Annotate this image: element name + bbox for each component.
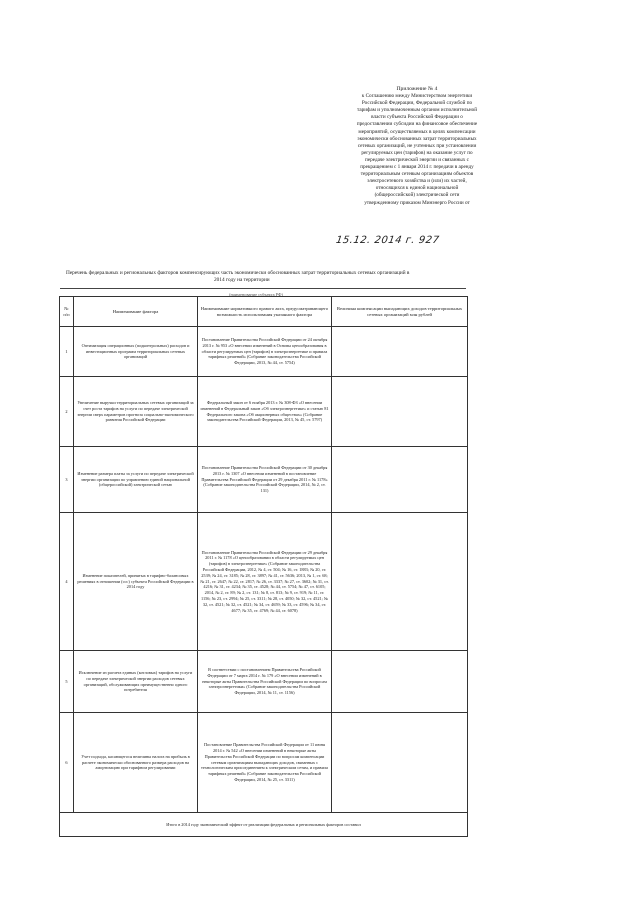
table-row	[60, 447, 468, 513]
appendix-line: передаче электрической энергии и связанных с	[365, 156, 469, 163]
total-label: Итого в 2014 году экономический эффект от реализации федеральных и региональных факторов составил	[60, 813, 468, 837]
row-factor: Исключение из расчета единых (котловых) тарифов на услуги по передаче электрической энергии расходов сетевых организаций, обслуживающих преимущественно одного потребителя	[74, 651, 198, 713]
table-row	[60, 651, 468, 713]
appendix-line: тарифам и уполномоченным органом исполнительной	[356, 107, 477, 114]
appendix-line: к Соглашению между Министерством энергетики	[361, 93, 473, 100]
row-compensation	[332, 327, 468, 377]
row-factor: Изменение размера платы за услуги по передаче электрической энергии организации по управлению единой национальной (общероссийской) электрической сетью	[74, 447, 198, 513]
row-num: 1	[60, 327, 74, 377]
table-header-row	[60, 297, 468, 327]
row-act: Постановление Правительства Российской Федерации от 30 декабря 2013 г. № 1307 «О внесении изменений в постановление Правительства Российской Федерации от 29 декабря 2011 г. № 1178» (Собрание законодательства Российской Федерации, 2014, № 2, ст. 131)	[198, 447, 332, 513]
factors-table	[59, 296, 468, 837]
header-compensation: Величина компенсации выпадающих доходов территориальных сетевых организаций млн рублей	[332, 297, 468, 327]
row-factor: Учет подхода, касающегося величины налога на прибыль в расчете экономически обоснованного размера расходов на амортизацию при тарифном регулировании	[74, 713, 198, 813]
table-total-row	[60, 813, 468, 837]
appendix-note	[328, 86, 506, 207]
row-compensation	[332, 447, 468, 513]
row-factor: Оптимизация операционных (подконтрольных) расходов и инвестиционных программ территориальных сетевых организаций	[74, 327, 198, 377]
appendix-line: территориальным сетевым организациям объектов	[360, 171, 474, 178]
header-factor: Наименование фактора	[74, 297, 198, 327]
appendix-line: прекращением с 1 января 2014 г. передачи в аренду	[360, 164, 474, 171]
row-act: Федеральный закон от 6 ноября 2013 г. № 308-ФЗ «О внесении изменений в Федеральный закон «Об электроэнергетике» и статью 81 Федерального закона «Об акционерных обществах» (Собрание законодательства Российской Федерации, 2013, № 45, ст. 5797)	[198, 377, 332, 447]
row-num: 6	[60, 713, 74, 813]
document-title	[66, 270, 484, 285]
row-num: 3	[60, 447, 74, 513]
appendix-line: предоставлении субсидии на финансовое обеспечение	[356, 121, 478, 128]
row-act: В соответствии с постановлением Правительства Российской Федерации от 7 марта 2014 г. № 179 «О внесении изменений в некоторые акты Правительства Российской Федерации по вопросам электроэнергетики» (Собрание законодательства Российской Федерации, 2014, № 11, ст. 1156)	[198, 651, 332, 713]
row-compensation	[332, 713, 468, 813]
handwritten-date: 15.12. 2014 г. 927	[335, 235, 441, 246]
header-num: № п/п	[60, 297, 74, 327]
table-row	[60, 377, 468, 447]
header-act: Наименование нормативного правого акта, предусматривающего возможность использования указанного фактора	[198, 297, 332, 327]
appendix-line: власти субъекта Российской Федерации о	[371, 114, 463, 121]
appendix-line: мероприятий, осуществляемых в целях компенсации	[358, 128, 476, 135]
appendix-line: (общероссийской) электрической сети	[374, 192, 460, 199]
region-caption: (наименование субъекта РФ)	[229, 292, 283, 297]
row-factor: Увеличение выручки территориальных сетевых организаций за счет роста тарифов на услуги по передаче электрической энергии сверх параметров прогноза социально-экономического развития Российской Федерации	[74, 377, 198, 447]
appendix-line: утвержденному приказом Минэнерго России от	[364, 199, 470, 206]
document-title-line1: Перечень федеральных и региональных факторов компенсирующих часть экономически обоснованных затрат территориальных сетевых организаций в	[66, 270, 410, 276]
row-act: Постановление Правительства Российской Федерации от 24 октября 2013 г. № 953 «О внесении изменений в Основы ценообразования в области регулируемых цен (тарифов) в электроэнергетике и правила тарифных решений» (Собрание законодательства Российской Федерации, 2013, № 44, ст. 5754)	[198, 327, 332, 377]
row-num: 2	[60, 377, 74, 447]
title-underline	[60, 288, 466, 289]
appendix-line: электросетевого хозяйства и (или) их частей,	[367, 178, 467, 185]
row-factor: Изменение показателей, принятых в тарифно-балансовых решениях в отношении (ссс) субъекта Российской Федерации в 2014 году	[74, 513, 198, 651]
table-row	[60, 513, 468, 651]
row-compensation	[332, 513, 468, 651]
document-title-line2: 2014 году на территории	[214, 277, 270, 284]
row-num: 4	[60, 513, 74, 651]
row-act: Постановление Правительства Российской Федерации от 11 июня 2014 г. № 542 «О внесении изменений в некоторые акты Правительства Российской Федерации по вопросам компенсации сетевым организациям выпадающих доходов, связанных с технологическим присоединением к электрическим сетям, и правила тарифных решений» (Собрание законодательства Российской Федерации, 2014, № 25, ст. 3311)	[198, 713, 332, 813]
row-num: 5	[60, 651, 74, 713]
appendix-line: сетевых организаций, не учтенных при установлении	[357, 142, 477, 149]
appendix-line: регулируемых цен (тарифов) на оказание услуг по	[361, 149, 473, 156]
row-act: Постановление Правительства Российской Федерации от 29 декабря 2011 г. № 1178 «О ценообразовании в области регулируемых цен (тарифов) в электроэнергетике» (Собрание законодательства Российской Федерации, 2012, № 4, ст. 504; № 16, ст. 1883; № 20, ст. 2539; № 24, ст. 3185; № 28, ст. 3897; № 41, ст. 5636; 2013, № 1, ст. 68; № 21, ст. 2647; № 22, ст. 2817; № 26, ст. 3337; № 27, ст. 3602; № 31, ст. 4216; № 31, ст. 4234; № 35, ст. 4528; № 44, ст. 5754; № 47, ст. 6105; 2014, № 2, ст. 89; № 2, ст. 131; № 8, ст. 813; № 9, ст. 919; № 11, ст. 1156; № 23, ст. 2994; № 25, ст. 3311; № 28, ст. 4050; № 32, ст. 4521; № 32, ст. 4521; № 32, ст. 4521; № 34, ст. 4659; № 33, ст. 4596; № 34, ст. 4677; № 35, ст. 4769; № 44, ст. 6078)	[198, 513, 332, 651]
appendix-line: Российской Федерации, Федеральной службой по	[361, 100, 473, 107]
appendix-line: экономически обоснованных затрат территориальных	[357, 135, 477, 142]
row-compensation	[332, 651, 468, 713]
appendix-line: относящихся к единой национальной	[375, 185, 459, 192]
appendix-header: Приложение № 4	[396, 86, 438, 92]
table-row	[60, 713, 468, 813]
table-row	[60, 327, 468, 377]
row-compensation	[332, 377, 468, 447]
